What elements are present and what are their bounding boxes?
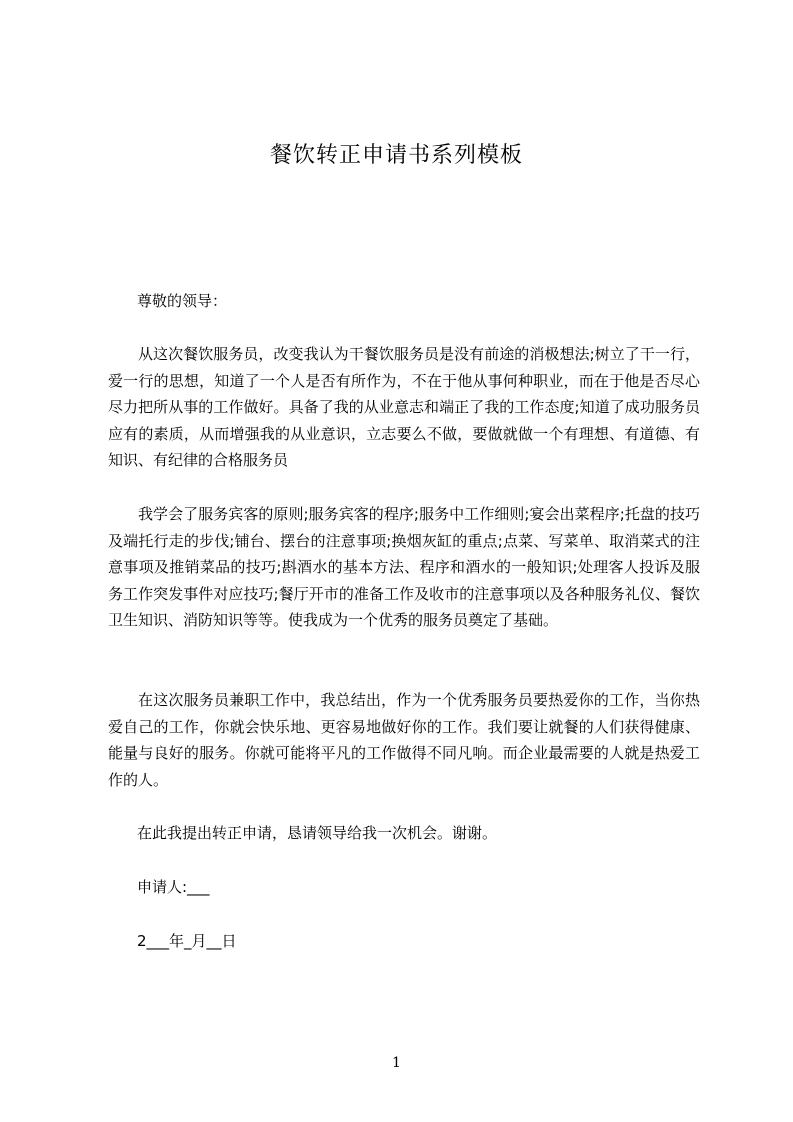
date-line: 2___年_月__日 [137, 932, 237, 950]
body-paragraph-3: 在这次服务员兼职工作中，我总结出，作为一个优秀服务员要热爱你的工作，当你热爱自己的工作，你就会快乐地、更容易地做好你的工作。我们要让就餐的人们获得健康、能量与良好的服务。你就可能将平凡的工作做得不同凡响。而企业最需要的人就是热爱工作的人。 [108, 691, 700, 789]
greeting: 尊敬的领导： [137, 292, 228, 310]
body-paragraph-1: 从这次餐饮服务员，改变我认为干餐饮服务员是没有前途的消极想法;树立了干一行，爱一行的思想，知道了一个人是否有所作为，不在于他从事何种职业，而在于他是否尽心尽力把所从事的工作做好。具备了我的从业意志和端正了我的工作态度;知道了成功服务员应有的素质，从而增强我的从业意识，立志要么不做，要做就做一个有理想、有道德、有知识、有纪律的合格服务员 [108, 345, 700, 469]
applicant-signature-line: 申请人:___ [137, 878, 210, 896]
body-paragraph-2: 我学会了服务宾客的原则;服务宾客的程序;服务中工作细则;宴会出菜程序;托盘的技巧及端托行走的步伐;铺台、摆台的注意事项;换烟灰缸的重点;点菜、写菜单、取消菜式的注意事项及推销菜品的技巧;斟酒水的基本方法、程序和酒水的一般知识;处理客人投诉及服务工作突发事件对应技巧;餐厅开市的准备工作及收市的注意事项以及各种服务礼仪、餐饮卫生知识、消防知识等等。使我成为一个优秀的服务员奠定了基础。 [108, 505, 700, 629]
page-number: 1 [392, 1055, 401, 1071]
document-title: 餐饮转正申请书系列模板 [269, 143, 523, 168]
closing-request: 在此我提出转正申请，恳请领导给我一次机会。谢谢。 [137, 824, 498, 842]
